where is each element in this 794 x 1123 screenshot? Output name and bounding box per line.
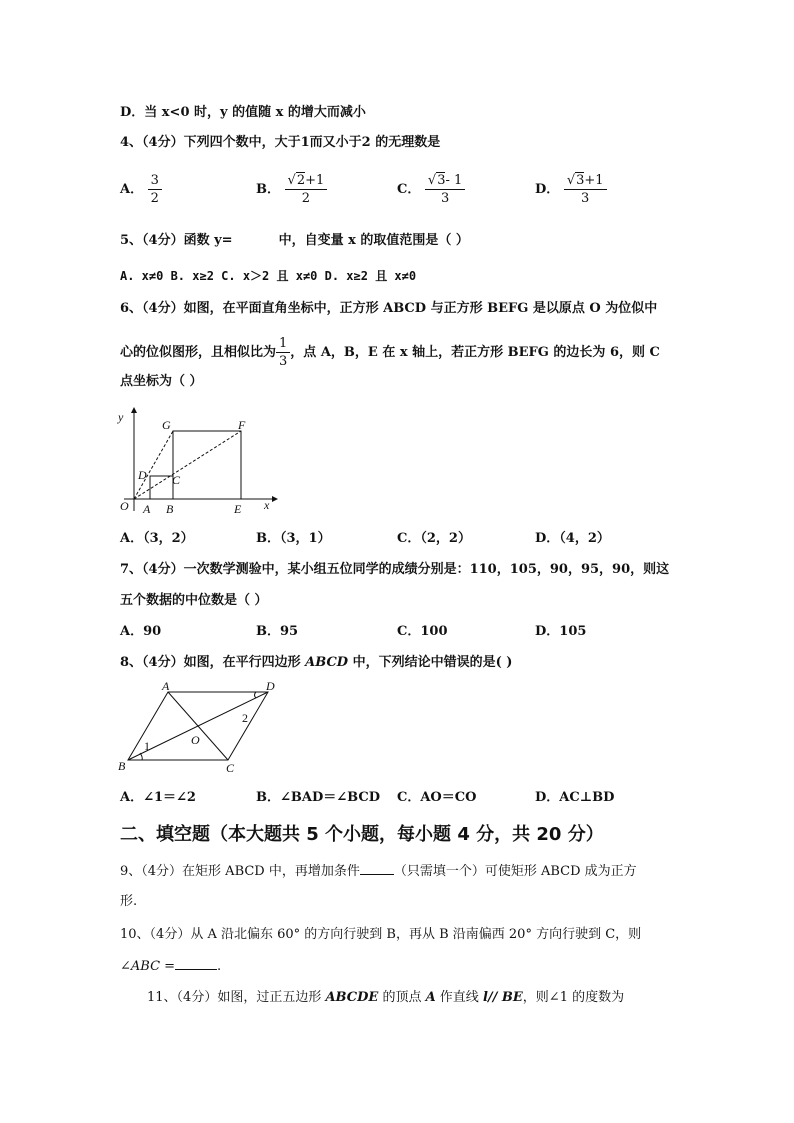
label-a: A [162, 680, 170, 693]
q6-option-c: C．（2，2） [397, 531, 471, 546]
q5-options: A. x≠0 B. x≥2 C. x＞2 且 x≠0 D. x≥2 且 x≠0 [120, 269, 417, 283]
q9-line1: 9、（4分）在矩形 ABCD 中，再增加条件 （只需填一个）可使矩形 ABCD 成为正方 [120, 864, 637, 879]
label-angle-1: 1 [144, 739, 150, 753]
ray-o-g [134, 431, 173, 499]
label-y: y [118, 410, 124, 424]
q7-option-d: D．105 [535, 624, 587, 639]
q9-answer-blank [360, 862, 394, 875]
q7-line2: 五个数据的中位数是（ ） [120, 593, 268, 608]
label-c: C [172, 473, 181, 487]
q3-option-d: D．当 x<0 时，y 的值随 x 的增大而减小 [120, 105, 366, 120]
q6-option-a: A．（3，2） [120, 531, 194, 546]
q8-stem: 8、（4分）如图，在平行四边形 ABCD 中，下列结论中错误的是( ) [120, 655, 513, 670]
q6-line1: 6、（4分）如图，在平面直角坐标中，正方形 ABCD 与正方形 BEFG 是以原点 O 为位似中 [120, 301, 658, 316]
q6-line2: 心的位似图形，且相似比为 $\frac{1}{3}$ ，点 A，B，E 在 x 轴上，若正方形 BEFG 的边长为 6，则 C [120, 336, 660, 369]
q11-line1: 11、（4分）如图，过正五边形 ABCDE 的顶点 A 作直线 l// BE，则∠1 的度数为 [147, 990, 625, 1005]
angle-1-arc [140, 753, 142, 760]
square-abcd [150, 476, 173, 499]
q8-option-d: D．AC⊥BD [535, 790, 615, 805]
label-a: A [143, 502, 151, 516]
label-o: O [120, 499, 129, 513]
q10-answer-blank [175, 957, 217, 970]
label-f: F [238, 418, 246, 432]
q7-line1: 7、（4分）一次数学测验中，某小组五位同学的成绩分别是：110，105，90，95，90，则这 [120, 562, 670, 577]
angle-2-arc [255, 692, 257, 698]
q8-option-b: B．∠BAD＝∠BCD [256, 790, 380, 805]
q5-stem: 5、（4分）函数 y= 中，自变量 x 的取值范围是（ ） [120, 233, 469, 248]
label-x: x [264, 498, 270, 512]
q6-figure [114, 405, 284, 520]
label-g: G [162, 418, 171, 432]
q4-option-d: D． $\frac{√3+1}{3}$ [535, 172, 607, 207]
label-e: E [234, 502, 242, 516]
q9-line2: 形. [120, 894, 138, 909]
q10-line2: ∠ABC = . [120, 959, 222, 974]
q8-figure [114, 680, 284, 780]
label-b: B [118, 759, 126, 773]
q7-option-c: C．100 [397, 624, 448, 639]
section-2-title: 二、填空题（本大题共 5 个小题，每小题 4 分，共 20 分） [120, 824, 604, 845]
q4-stem: 4、（4分）下列四个数中，大于1而又小于2 的无理数是 [120, 135, 441, 150]
q4-option-a: A． $\frac{3}{2}$ [120, 172, 162, 207]
label-angle-2: 2 [242, 711, 248, 725]
label-o: O [191, 733, 200, 747]
q8-option-c: C．AO＝CO [397, 790, 477, 805]
y-axis-arrow-icon [131, 407, 137, 413]
q4-option-c: C． $\frac{√3- 1}{3}$ [397, 172, 465, 207]
q7-option-a: A．90 [120, 624, 162, 639]
q7-option-b: B．95 [256, 624, 299, 639]
q6-line3: 点坐标为（ ） [120, 374, 203, 389]
x-axis-arrow-icon [272, 496, 278, 502]
q10-line1: 10、（4分）从 A 沿北偏东 60° 的方向行驶到 B，再从 B 沿南偏西 20° 方向行驶到 C，则 [120, 927, 642, 942]
q8-option-a: A．∠1＝∠2 [120, 790, 196, 805]
square-befg [173, 431, 241, 499]
q4-option-b: B． $\frac{√2+1}{2}$ [256, 172, 327, 207]
label-b: B [166, 502, 174, 516]
q6-option-b: B．（3，1） [256, 531, 331, 546]
label-d: D [266, 680, 275, 693]
label-d: D [138, 468, 147, 482]
label-c: C [226, 761, 235, 775]
q6-option-d: D．（4，2） [535, 531, 610, 546]
